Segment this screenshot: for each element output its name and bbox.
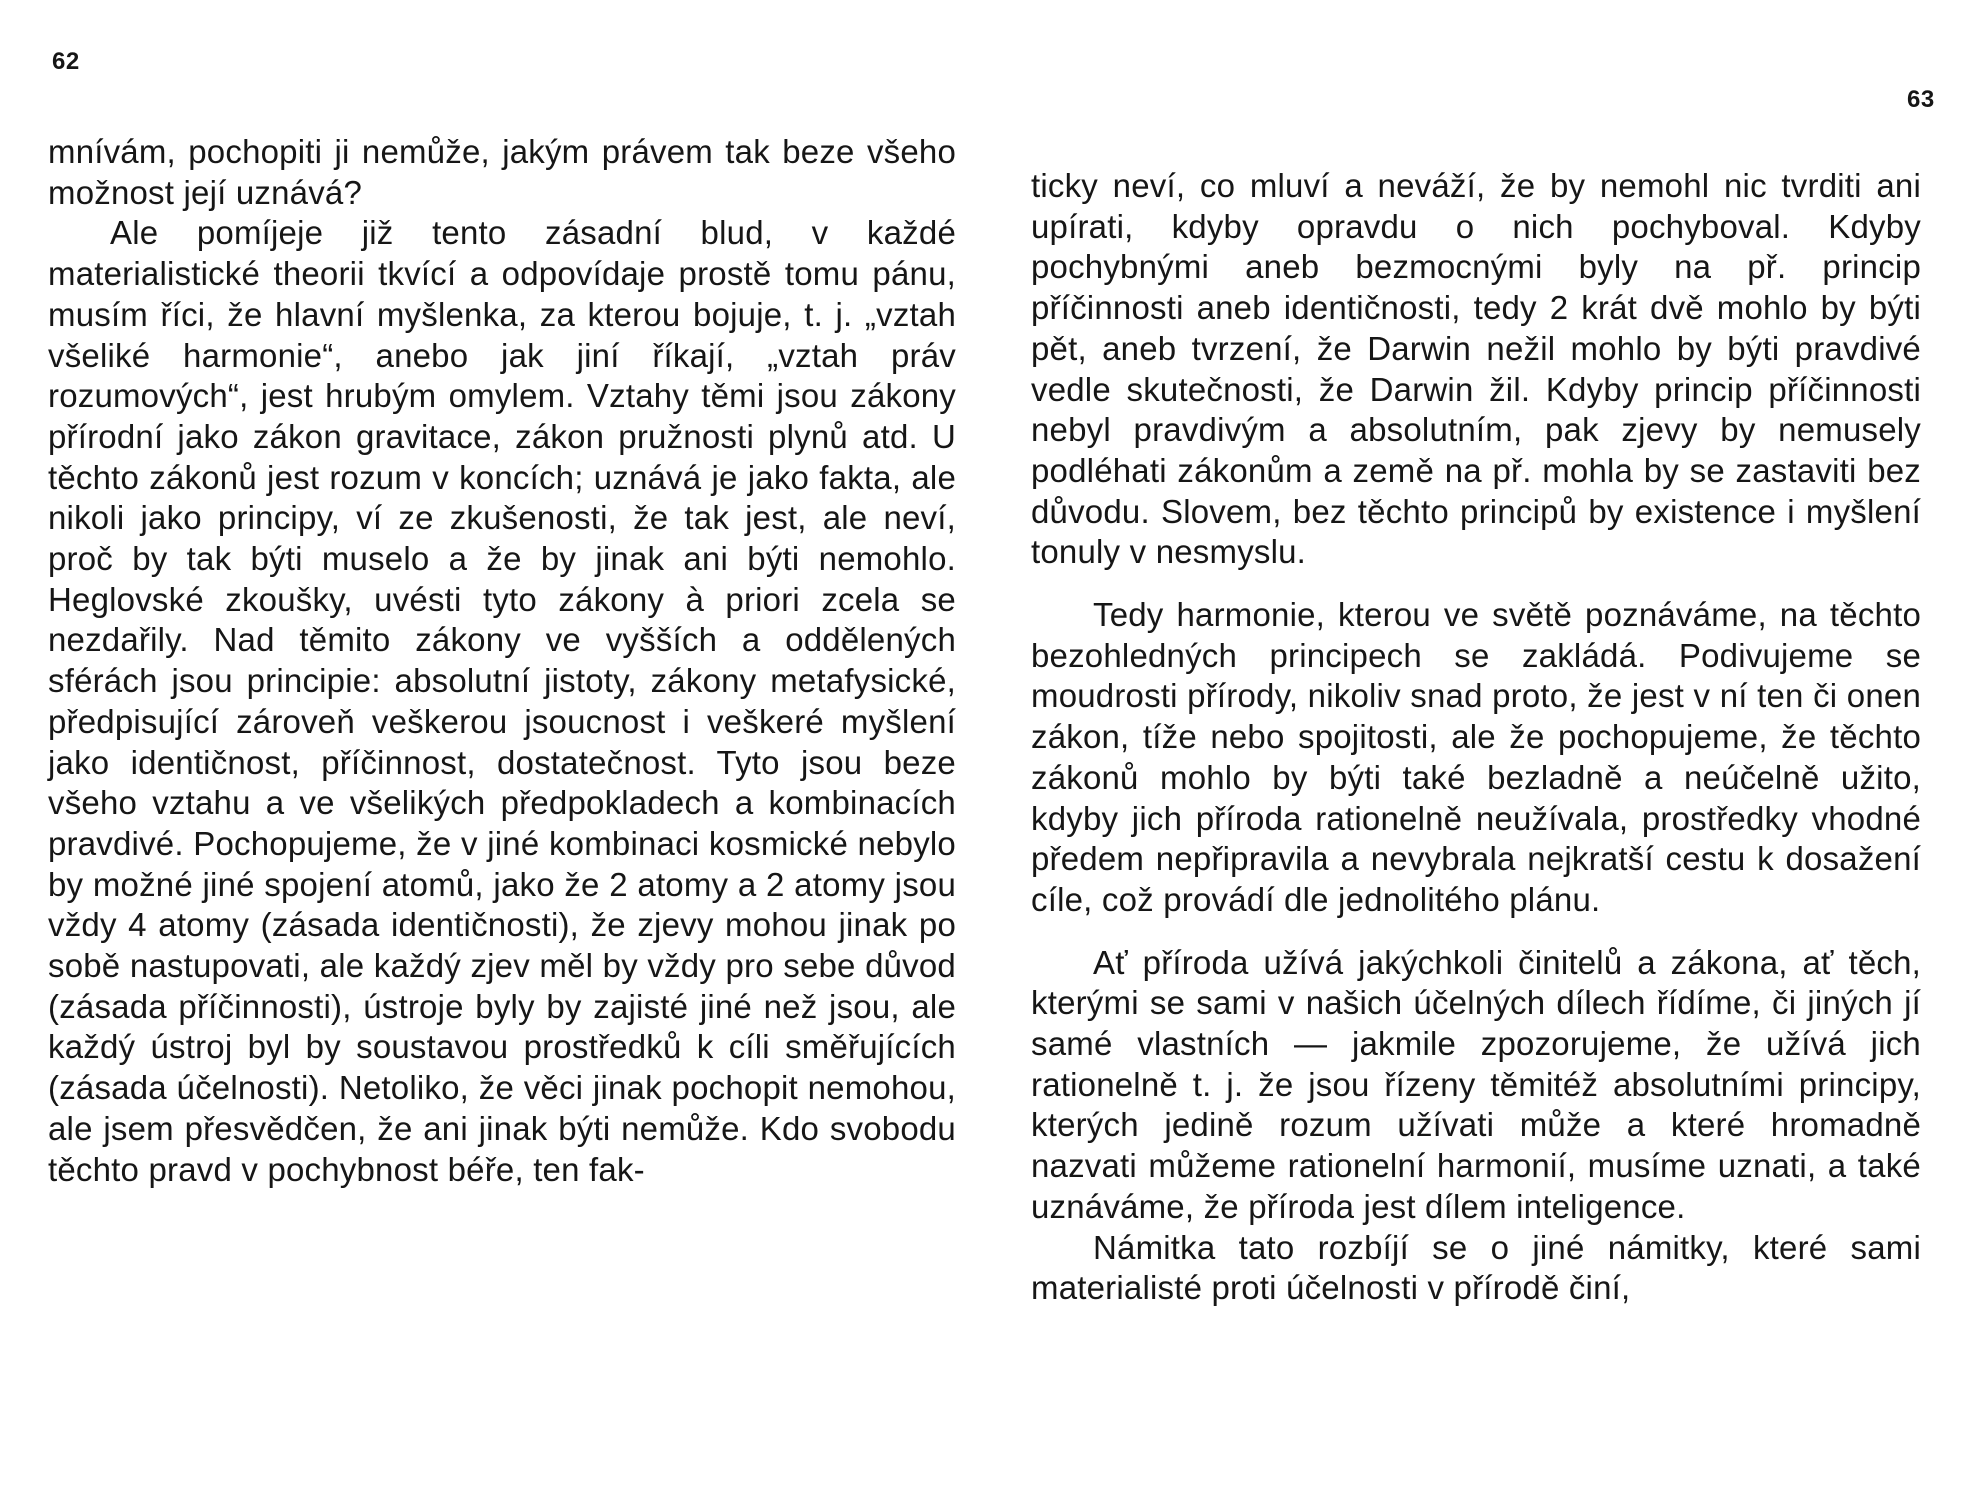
paragraph: mnívám, pochopiti ji nemůže, jakým právem tak beze všeho možnost její uznává? xyxy=(48,133,956,211)
page-number: 63 xyxy=(1907,86,1935,113)
paragraph: Ale pomíjeje již tento zásadní blud, v každé materialistické theorii tkvící a odpovídaje prostě tomu pánu, musím říci, že hlavní myšlenka, za kterou bojuje, t. j. „vztah všeliké harmonie“, anebo jak jiní říkají, „vztah práv rozumových“, jest hrubým omylem. Vztahy těmi jsou zákony přírodní jako zákon gravitace, zákon pružnosti plynů atd. U těchto zákonů jest rozum v koncích; uznává je jako fakta, ale nikoli jako principy, ví ze zkušenosti, že tak jest, ale neví, proč by tak býti muselo a že by jinak ani býti nemohlo. Heglovské zkoušky, uvésti tyto zákony à priori zcela se nezdařily. Nad těmito zákony ve vyšších a oddělených sférách jsou principie: absolutní jistoty, zákony metafysické, předpisující zároveň veškerou jsoucnost i veškeré myšlení jako identičnost, příčinnost, dostatečnost. Tyto jsou beze všeho vztahu a ve všelikých předpokladech a kombinacích pravdivé. Pochopujeme, že v jiné kombinaci kosmické nebylo by možné jiné spojení atomů, jako že 2 atomy a 2 atomy jsou vždy 4 atomy (zásada identičnosti), že zjevy mohou jinak po sobě nastupovati, ale každý zjev měl by vždy pro sebe důvod (zásada příčinnosti), ústroje byly by zajisté jiné než jsou, ale každý ústroj byl by soustavou prostředků k cíli směřujících (zásada účelnosti). Netoliko, že věci jinak pochopit nemohou, ale jsem přesvědčen, že ani jinak býti nemůže. Kdo svobodu těchto pravd v pochybnost béře, ten fak- xyxy=(48,214,956,1188)
page-number: 62 xyxy=(52,48,80,75)
right-page xyxy=(981,0,1962,1500)
paragraph: Ať příroda užívá jakýchkoli činitelů a zákona, ať těch, kterými se sami v našich účelných dílech řídíme, či jiných jí samé vlastních — jakmile zpozorujeme, že užívá jich rationelně t. j. že jsou řízeny těmitéž absolutními principy, kterých jedině rozum užívati může a které hromadně nazvati můžeme rationelní harmonií, musíme uznati, a také uznáváme, že příroda jest dílem inteligence. xyxy=(1031,943,1921,1225)
paragraph: ticky neví, co mluví a neváží, že by nemohl nic tvrditi ani upírati, kdyby opravdu o nich pochyboval. Kdyby pochybnými aneb bezmocnými byly na př. princip příčinnosti aneb identičnosti, tedy 2 krát dvě mohlo by býti pět, aneb tvrzení, že Darwin nežil mohlo by býti pravdivé vedle skutečnosti, že Darwin žil. Kdyby princip příčinnosti nebyl pravdivým a absolutním, pak zjevy by nemusely podléhati zákonům a země na př. mohla by se zastaviti bez důvodu. Slovem, bez těchto principů by existence i myšlení tonuly v nesmyslu. xyxy=(1031,167,1921,571)
paragraph: Tedy harmonie, kterou ve světě poznáváme, na těchto bezohledných principech se zakládá. Podivujeme se moudrosti přírody, nikoliv snad proto, že jest v ní ten či onen zákon, tíže nebo spojitosti, ale že pochopujeme, že těchto zákonů mohlo by býti také bezladně a neúčelně užito, kdyby jich příroda rationelně neužívala, prostředky vhodné předem nepřipravila a nevybrala nejkratší cestu k dosažení cíle, což provádí dle jednolitého plánu. xyxy=(1031,596,1921,918)
text-column xyxy=(1031,166,1921,1309)
paragraph: Námitka tato rozbíjí se o jiné námitky, které sami materialisté proti účelnosti v přírodě činí, xyxy=(1031,1228,1921,1307)
text-column xyxy=(48,132,956,1190)
